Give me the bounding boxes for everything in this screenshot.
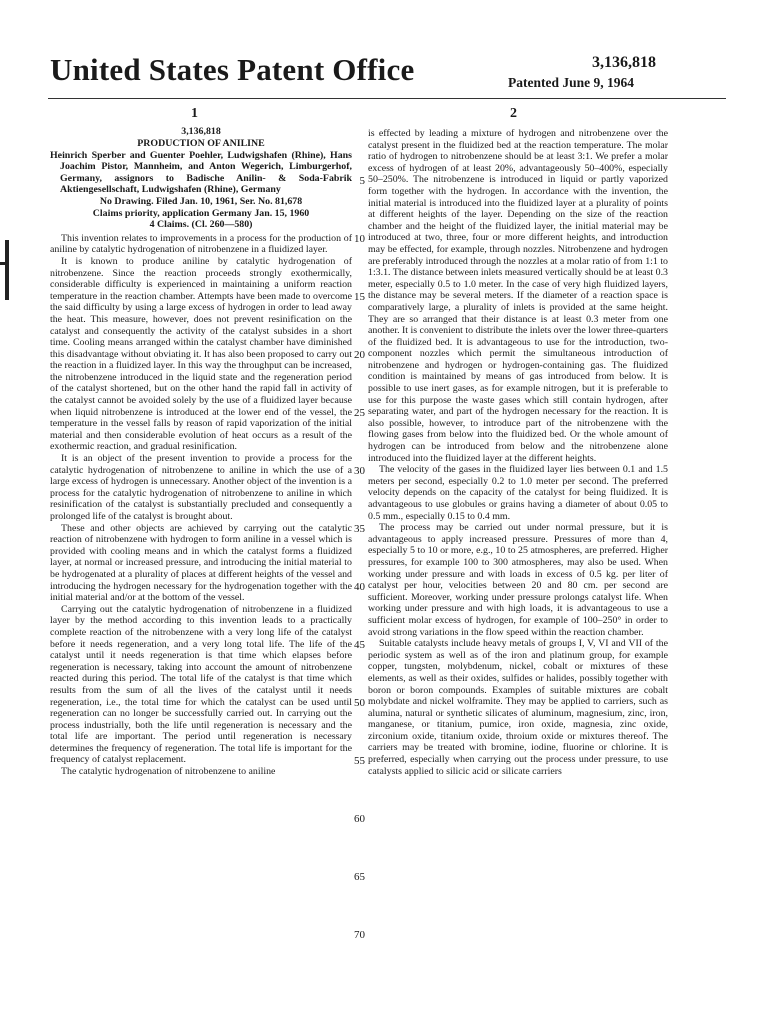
line-number: 45 [354, 639, 365, 651]
line-number: 25 [354, 407, 365, 419]
inventors: Heinrich Sperber and Guenter Poehler, Ludwigshafen (Rhine), Hans Joachim Pistor, Mannheim, and Anton Wegerich, Limburgerhof, Germany, assignors to Badische Anilin- & Soda-Fabrik Aktiengesellschaft, Ludwigshafen (Rhine), Germany [50, 149, 352, 196]
paragraph: The velocity of the gases in the fluidized layer lies between 0.1 and 1.5 meters per second, especially 0.2 to 1.0 meter per second. The preferred velocity depends on the capacity of the catalyst for being fluidized. It is advantageous to use globules or grains having a diameter of about 0.05 to 0.5 mm., especially 0.15 to 0.4 mm. [368, 464, 668, 522]
line-number: 70 [354, 929, 365, 941]
line-number: 50 [354, 697, 365, 709]
paragraph: This invention relates to improvements in a process for the production of aniline by catalytic hydrogenation of nitrobenzene in a fluidized layer. [50, 232, 352, 256]
column-number-right: 2 [510, 106, 517, 121]
line-number: 60 [354, 813, 365, 825]
paragraph: It is known to produce aniline by catalytic hydrogenation of nitrobenzene. Since the reaction proceeds strongly exothermically, considerable difficulty is experienced in maintaining a uniform reaction temperature in the reaction chamber. Attempts have been made to overcome the said difficulty by using a large excess of hydrogen in order to lead away the heat. This measure, however, does not prevent resinification on the catalyst and consequently the activity of the catalyst subsides in a short time. Cooling means arranged within the catalyst chamber have diminished this disadvantage without obviating it. It has also been proposed to carry out the reaction in a fluidized layer. In this way the throughput can be increased, the nitrobenzene introduced in the liquid state and the regeneration period of the catalyst shortened, but on the other hand the rapid fall in activity of the catalyst cannot be avoided solely by the use of a fluidized layer because when liquid nitrobenzene is introduced at the lower end of the vessel, the temperature in the vessel falls by reason of rapid vaporization of the initial material and then considerable evolution of heat occurs as a result of the exothermic reaction, and gradual resinification. [50, 255, 352, 453]
line-number: 5 [359, 175, 365, 187]
right-column [368, 128, 668, 777]
line-number: 65 [354, 871, 365, 883]
column-number-left: 1 [191, 106, 198, 121]
paragraph: The catalytic hydrogenation of nitrobenzene to aniline [61, 766, 276, 778]
paragraph: These and other objects are achieved by carrying out the catalytic reaction of nitrobenzene with hydrogen to form aniline in a vessel which is provided with cooling means and in which the catalyst forms a fluidized layer, at normal or increased pressure, and introducing the initial material to be hydrogenated at a plurality of places at different heights of the vessel and introducing the hydrogen necessary for the hydrogenation together with the initial material and/or at the bottom of the vessel. [50, 522, 352, 604]
filing-info: No Drawing. Filed Jan. 10, 1961, Ser. No. 81,678 [99, 195, 303, 207]
patented-date: Patented June 9, 1964 [508, 75, 634, 90]
front-title: PRODUCTION OF ANILINE [137, 137, 265, 149]
margin-mark [5, 240, 9, 300]
line-number: 55 [354, 755, 365, 767]
office-title: United States Patent Office [50, 52, 415, 87]
line-number: 30 [354, 465, 365, 477]
paragraph: It is an object of the present invention to provide a process for the catalytic hydrogenation of nitrobenzene to aniline in which the use of a large excess of hydrogen is unnecessary. Another object of the invention is a process for the catalytic hydrogenation of nitrobenzene to aniline in which resinification of the catalyst is substantially precluded and consequently a prolonged life of the catalyst is brought about. [50, 453, 352, 522]
left-column [50, 126, 352, 778]
margin-mark-tick [0, 262, 9, 265]
paragraph: Carrying out the catalytic hydrogenation of nitrobenzene in a fluidized layer by the method according to this invention leads to a practically complete reaction of the nitrobenzene with a very long life of the catalyst before it needs regeneration, and a very long total life. The life of the catalyst until it needs regeneration is that time which elapses before regeneration is necessary, taking into account the amount of nitrobenzene reacted during this period. The total life of the catalyst is that time which results from the sum of all the lives of the catalyst until it needs regeneration, i.e., the total time for which the catalyst can be used until regeneration can no longer be successfully carried out. In carrying out the process industrially, both the life until regeneration is necessary and the total life are important. The period until regeneration is necessary determines the frequency of regeneration. The total life is important for the frequency of catalyst replacement. [50, 603, 352, 766]
line-number: 40 [354, 581, 365, 593]
line-number: 15 [354, 291, 365, 303]
line-number: 20 [354, 349, 365, 361]
line-number: 10 [354, 233, 365, 245]
front-matter [50, 150, 352, 231]
claims-info: 4 Claims. (Cl. 260—580) [149, 219, 253, 231]
priority-info: Claims priority, application Germany Jan. 15, 1960 [92, 207, 310, 219]
line-number: 35 [354, 523, 365, 535]
paragraph: The process may be carried out under normal pressure, but it is advantageous to apply increased pressure. Pressures of more than 4, especially 5 to 10 or more, e.g., 10 to 25 atmospheres, are preferred. Higher pressures, for example 100 to 300 atmospheres, may also be used. When working under pressure and with loads in excess of 0.5 kg. per liter of catalyst per hour, velocities between 20 and 80 cm. per second are sufficient. Moreover, working under pressure prolongs catalyst life. When working under pressure and with high loads, it is advantageous to use a sufficient molar excess of hydrogen, for example of 100–250° in order to avoid strong variations in the flow speed within the reaction chamber. [368, 522, 668, 638]
paragraph: is effected by leading a mixture of hydrogen and nitrobenzene over the catalyst present in the fluidized bed at the reaction temperature. The molar ratio of hydrogen to nitrobenzene should be at least 3:1. We prefer a molar excess of hydrogen of at least 20%, advantageously 50–400%, especially 50–250%. The nitrobenzene is introduced in liquid or partly vaporized form together with the hydrogen. In accordance with the invention, the initial material is introduced into the fluidized layer at a plurality of points at different heights of the layer. Depending on the size of the reaction chamber and the height of the fluidized layer, the initial material may be introduced at two, three, four or more different heights, and introduction may be effected, for example, through nozzles. Nitrobenzene and hydrogen are preferably introduced through the nozzles at a molar ratio of from 1:1 to 1:3.1. The distance between inlets measured vertically should be at least 0.3 meter, especially 0.5 to 1.0 meter. In the case of very high fluidized layers, the distance may be several meters. If the diameter of a reaction space is comparatively large, a plurality of inlets is provided at the same height. They are so arranged that their distance is at least 0.3 meter from one another. It is convenient to distribute the inlets over the lower three-quarters of the fluidized bed. It is advantageous to use for the introduction, two-component nozzles which permit the simultaneous introduction of nitrobenzene and hydrogen or hydrogen-containing gas. The fluidized condition is maintained by means of gas introduced from below. It is possible to use inert gases, as for example nitrogen, but it is preferable to use for this purpose the waste gases which still contain hydrogen, after separating water, and part of the hydrogen necessary for the reaction. It is also possible, however, to introduce part of the nitrobenzene with the flowing gases from below into the fluidized bed. Or the whole amount of hydrogen can be introduced from below and the nitrobenzene alone introduced into the fluidized layer at the different heights. [368, 128, 668, 464]
header-rule [48, 98, 726, 99]
paragraph: Suitable catalysts include heavy metals of groups I, V, VI and VII of the periodic system as well as of the iron and platinum group, for example copper, tungsten, molybdenum, nickel, cobalt or mixtures of these elements, as well as their oxides, sulfides or halides, possibly together with boron or boron compounds. Examples of suitable mixtures are cobalt molybdate and nickel wolframite. They may be applied to carriers, such as alumina, natural or synthetic silicates of aluminum, magnesium, zinc, iron, manganese, or titanium, pumice, iron oxide, magnesia, zinc oxide, zirconium oxide, titanium oxide, throium oxide or mixtures thereof. The carriers may be treated with bromine, iodine, fluorine or chlorine. It is preferred, especially when carrying out the process under pressure, to use catalysts applied to silicic acid or silicate carriers [368, 638, 668, 777]
front-number: 3,136,818 [181, 126, 221, 137]
patent-number: 3,136,818 [592, 54, 656, 71]
